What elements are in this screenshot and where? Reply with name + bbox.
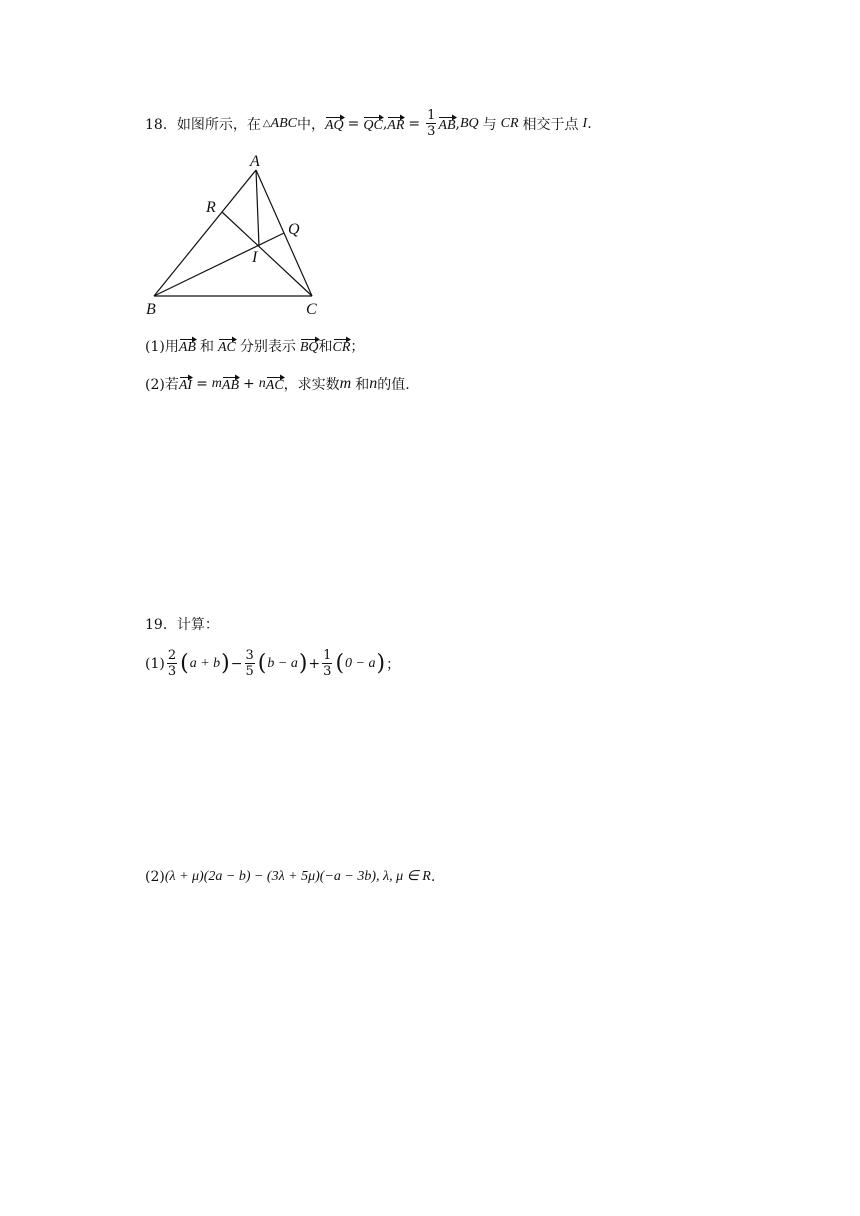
- fraction-one-third: $\frac{1}{3}$: [427, 108, 436, 139]
- triangle-abc: ABC: [270, 115, 297, 131]
- q19-part2: (2) (λ + μ)(2a − b) − (3λ + 5μ)(−a − 3b), λ, μ ∈ R .: [145, 868, 436, 885]
- label-r: R: [206, 199, 216, 216]
- q18-part1: (1)用 AB 和 AC 分别表示 BQ 和 CR ；: [145, 336, 364, 356]
- term-a-plus-b: a + b: [189, 655, 221, 671]
- term-zero-minus-a: 0 − a: [345, 655, 376, 671]
- q19-heading: 19． 计算：: [145, 617, 219, 633]
- expression-part2: (λ + μ)(2a − b) − (3λ + 5μ)(−a − 3b), λ, μ ∈ R: [164, 869, 431, 884]
- vector-cr: CR: [333, 336, 351, 356]
- vector-ab: AB: [438, 114, 455, 134]
- label-i: I: [252, 249, 258, 266]
- vector-ac: AC: [266, 374, 284, 394]
- fraction-one-third: $\frac{1}{3}$: [323, 648, 332, 679]
- segment-cr: CR: [500, 115, 519, 131]
- equals-sign: =: [347, 115, 360, 132]
- vector-aq: AQ: [325, 114, 344, 134]
- triangle-symbol: △: [262, 118, 271, 129]
- q18-tail: 相交于点: [522, 116, 579, 133]
- side-ab: [154, 170, 256, 296]
- point-i: I: [582, 115, 588, 131]
- label-a: A: [250, 153, 260, 170]
- q18-intro: 如图所示，在: [176, 116, 261, 133]
- vector-ab: AB: [179, 336, 196, 356]
- triangle-figure: [140, 150, 340, 320]
- q18-zhong: 中，: [296, 116, 325, 133]
- segment-ai-line: [256, 170, 259, 246]
- q19-part1: (1) $\frac{2}{3}$ ( a + b ) − $\frac{3}{5}$ ( b − a ) + $\frac{1}{3}$ ( 0 − a ) ；: [145, 648, 401, 679]
- vector-ar: AR: [387, 114, 404, 134]
- segment-bq-line: [154, 233, 284, 296]
- equals-sign-2: =: [408, 115, 421, 132]
- label-q: Q: [288, 221, 300, 238]
- q18-number: 18．: [145, 116, 177, 133]
- q18-yu: 与: [482, 116, 497, 133]
- vector-ai: AI: [179, 374, 192, 394]
- q18-part2: (2)若 AI = m AB + n AC ，求实数 m 和 n 的值.: [145, 375, 410, 393]
- label-b: B: [146, 301, 156, 318]
- label-c: C: [306, 301, 317, 318]
- vector-ab: AB: [222, 374, 239, 394]
- q18-statement: 18． 如图所示，在 △ ABC 中， AQ = QC , AR = $\frac{1}{3}$ AB , BQ 与 CR 相交于点 I .: [145, 108, 592, 139]
- vector-qc: QC: [363, 114, 382, 134]
- fraction-two-thirds: $\frac{2}{3}$: [167, 648, 177, 679]
- fraction-three-fifths: $\frac{3}{5}$: [245, 648, 254, 679]
- vector-ac: AC: [218, 336, 236, 356]
- vector-bq: BQ: [300, 336, 319, 356]
- comma: ,: [382, 115, 388, 132]
- term-b-minus-a: b − a: [267, 655, 298, 671]
- segment-bq: BQ: [459, 115, 479, 131]
